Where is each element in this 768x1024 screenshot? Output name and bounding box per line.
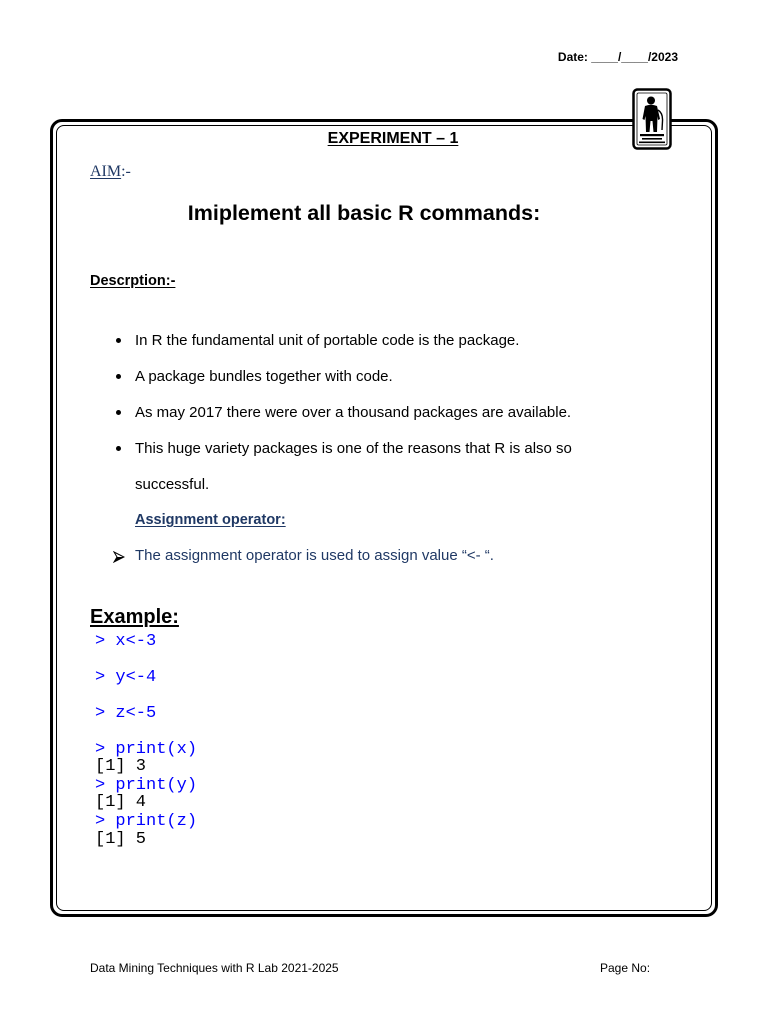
code-line-output: [1] 4 (95, 793, 147, 812)
aim-suffix: :- (121, 163, 131, 180)
description-label: Descrption:- (90, 273, 176, 289)
bullet-dot-icon (116, 446, 121, 451)
code-line-input: > x<-3 (95, 632, 157, 651)
code-line-input: > print(y) (95, 776, 198, 795)
assignment-operator-text: The assignment operator is used to assign value “<- “. (135, 547, 494, 564)
aim-statement: Imiplement all basic R commands: (187, 201, 541, 225)
footer-page-number-label: Page No: (600, 961, 651, 975)
code-line-input: > print(z) (95, 812, 198, 831)
code-line-output: [1] 3 (95, 757, 147, 776)
logo-graphic (632, 88, 672, 150)
date-line: Date: ____/____/2023 (557, 50, 678, 64)
experiment-title-text: EXPERIMENT – 1 (327, 130, 459, 147)
footer-course-title: Data Mining Techniques with R Lab 2021-2025 (90, 961, 339, 975)
code-line-input: > y<-4 (95, 668, 157, 687)
example-label: Example: (90, 606, 179, 628)
code-line-input: > z<-5 (95, 704, 157, 723)
bullet-dot-icon (116, 410, 121, 415)
code-line-input: > print(x) (95, 740, 198, 759)
bullet-item: In R the fundamental unit of portable code is the package. (135, 332, 520, 349)
aim-label: AIM (90, 163, 122, 180)
bullet-item: As may 2017 there were over a thousand packages are available. (135, 404, 572, 421)
bullet-item: A package bundles together with code. (135, 368, 393, 385)
assignment-operator-label: Assignment operator: (135, 512, 286, 528)
bullet-item-continuation: successful. (135, 476, 210, 493)
aim-heading (90, 162, 131, 182)
bullet-item: This huge variety packages is one of the reasons that R is also so (135, 440, 572, 457)
bullet-dot-icon (116, 338, 121, 343)
arrowhead-bullet-icon (113, 550, 125, 562)
bullet-dot-icon (116, 374, 121, 379)
code-line-output: [1] 5 (95, 830, 147, 849)
institution-logo-icon (632, 88, 672, 150)
